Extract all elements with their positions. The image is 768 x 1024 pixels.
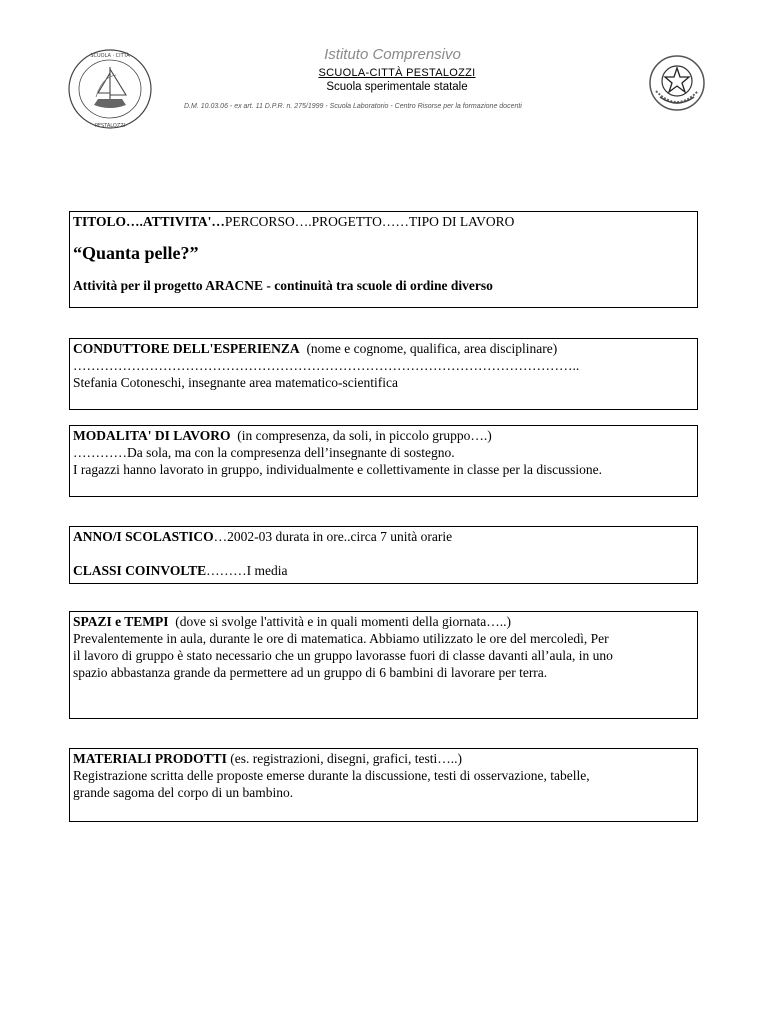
spaces-section xyxy=(69,611,698,719)
conductor-header xyxy=(73,340,694,357)
conductor-value: Stefania Cotoneschi, insegnante area matematico-scientifica xyxy=(73,375,398,390)
classes-label: CLASSI COINVOLTE xyxy=(73,563,207,578)
year-label: ANNO/I SCOLASTICO xyxy=(73,529,214,544)
title-section xyxy=(69,211,698,308)
year-section xyxy=(69,526,698,584)
title-label: TITOLO….ATTIVITA'… xyxy=(73,214,225,229)
letterhead xyxy=(0,0,768,140)
materials-header xyxy=(73,750,694,767)
year-value: …2002-03 durata in ore..circa 7 unità orarie xyxy=(213,529,453,544)
conductor-label: CONDUTTORE DELL'ESPERIENZA xyxy=(73,341,300,356)
repubblica-emblem-icon xyxy=(648,53,706,113)
mode-line-2: I ragazzi hanno lavorato in gruppo, individualmente e collettivamente in classe per la discussione. xyxy=(73,462,602,477)
svg-text:PESTALOZZI: PESTALOZZI xyxy=(94,123,126,129)
mode-hint: (in compresenza, da soli, in piccolo gruppo….) xyxy=(237,428,492,443)
classes-value: ………I media xyxy=(206,563,288,578)
spaces-line-1: Prevalentemente in aula, durante le ore di matematica. Abbiamo utilizzato le ore del mercoledì, Per xyxy=(73,631,609,646)
spaces-line-3: spazio abbastanza grande da permettere ad un gruppo di 6 bambini di lavorare per terra. xyxy=(73,665,548,680)
mode-line-1: …………Da sola, ma con la compresenza dell’insegnante di sostegno. xyxy=(73,445,455,460)
school-name: SCUOLA-CITTÀ PESTALOZZI xyxy=(318,67,476,79)
year-line xyxy=(73,528,694,545)
decree-line: D.M. 10.03.06 - ex art. 11 D.P.R. n. 275/1999 - Scuola Laboratorio - Centro Risorse per la formazione docenti xyxy=(184,103,522,110)
materials-section xyxy=(69,748,698,822)
spaces-label: SPAZI e TEMPI xyxy=(73,614,169,629)
svg-text:SCUOLA · CITTÀ: SCUOLA · CITTÀ xyxy=(90,53,130,59)
materials-label: MATERIALI PRODOTTI xyxy=(73,751,227,766)
spaces-header xyxy=(73,613,694,630)
materials-line-2: grande sagoma del corpo di un bambino. xyxy=(73,785,294,800)
institute-name: Istituto Comprensivo xyxy=(324,46,461,63)
materials-line-1: Registrazione scritta delle proposte emerse durante la discussione, testi di osservazione, tabelle, xyxy=(73,768,590,783)
title-header xyxy=(73,213,694,230)
spaces-line-2: il lavoro di gruppo è stato necessario che un gruppo lavorasse fuori di classe davanti all’aula, in uno xyxy=(73,648,613,663)
activity-title: “Quanta pelle?” xyxy=(73,243,199,263)
mode-section xyxy=(69,425,698,497)
conductor-dots: ………………………………………………………………………………………………….. xyxy=(73,358,580,373)
title-label-rest: PERCORSO….PROGETTO……TIPO DI LAVORO xyxy=(224,214,515,229)
conductor-hint: (nome e cognome, qualifica, area disciplinare) xyxy=(306,341,558,356)
classes-line xyxy=(73,562,694,579)
materials-hint: (es. registrazioni, disegni, grafici, testi…..) xyxy=(230,751,462,766)
mode-label: MODALITA' DI LAVORO xyxy=(73,428,231,443)
school-type: Scuola sperimentale statale xyxy=(326,81,468,93)
conductor-section xyxy=(69,338,698,410)
spaces-hint: (dove si svolge l'attività e in quali momenti della giornata…..) xyxy=(175,614,511,629)
mode-header xyxy=(73,427,694,444)
activity-subtitle: Attività per il progetto ARACNE - continuità tra scuole di ordine diverso xyxy=(73,278,493,293)
